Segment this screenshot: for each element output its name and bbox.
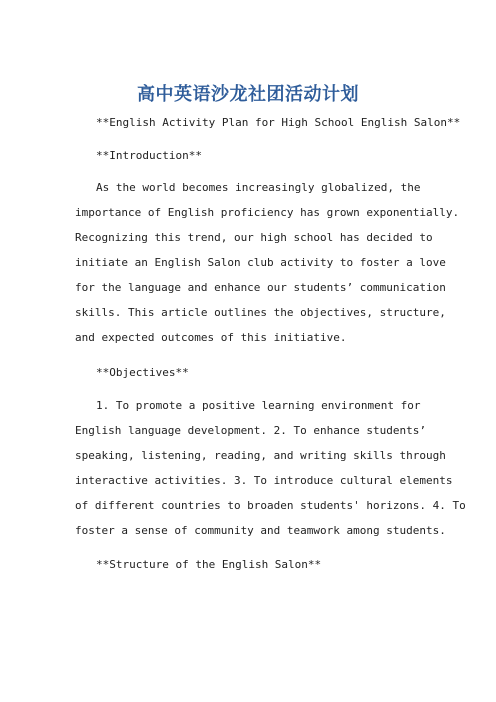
intro-line: As the world becomes increasingly globalized, the <box>96 181 421 194</box>
objectives-line: interactive activities. 3. To introduce cultural elements <box>75 474 453 487</box>
intro-line: Recognizing this trend, our high school has decided to <box>75 231 433 244</box>
objectives-line: English language development. 2. To enhance students’ <box>75 424 426 437</box>
intro-line: for the language and enhance our students’ communication <box>75 281 446 294</box>
objectives-line: of different countries to broaden students' horizons. 4. To <box>75 499 466 512</box>
objectives-heading: **Objectives** <box>96 366 189 379</box>
structure-heading: **Structure of the English Salon** <box>96 558 322 571</box>
objectives-line: speaking, listening, reading, and writing skills through <box>75 449 446 462</box>
document-title: 高中英语沙龙社团活动计划 <box>137 84 359 105</box>
intro-line: and expected outcomes of this initiative. <box>75 331 347 344</box>
intro-line: importance of English proficiency has grown exponentially. <box>75 206 460 219</box>
intro-line: skills. This article outlines the objectives, structure, <box>75 306 446 319</box>
intro-line: initiate an English Salon club activity to foster a love <box>75 256 446 269</box>
objectives-line: 1. To promote a positive learning environment for <box>96 399 421 412</box>
plan-heading: **English Activity Plan for High School English Salon** <box>96 116 461 129</box>
objectives-line: foster a sense of community and teamwork among students. <box>75 524 446 537</box>
introduction-heading: **Introduction** <box>96 149 202 162</box>
